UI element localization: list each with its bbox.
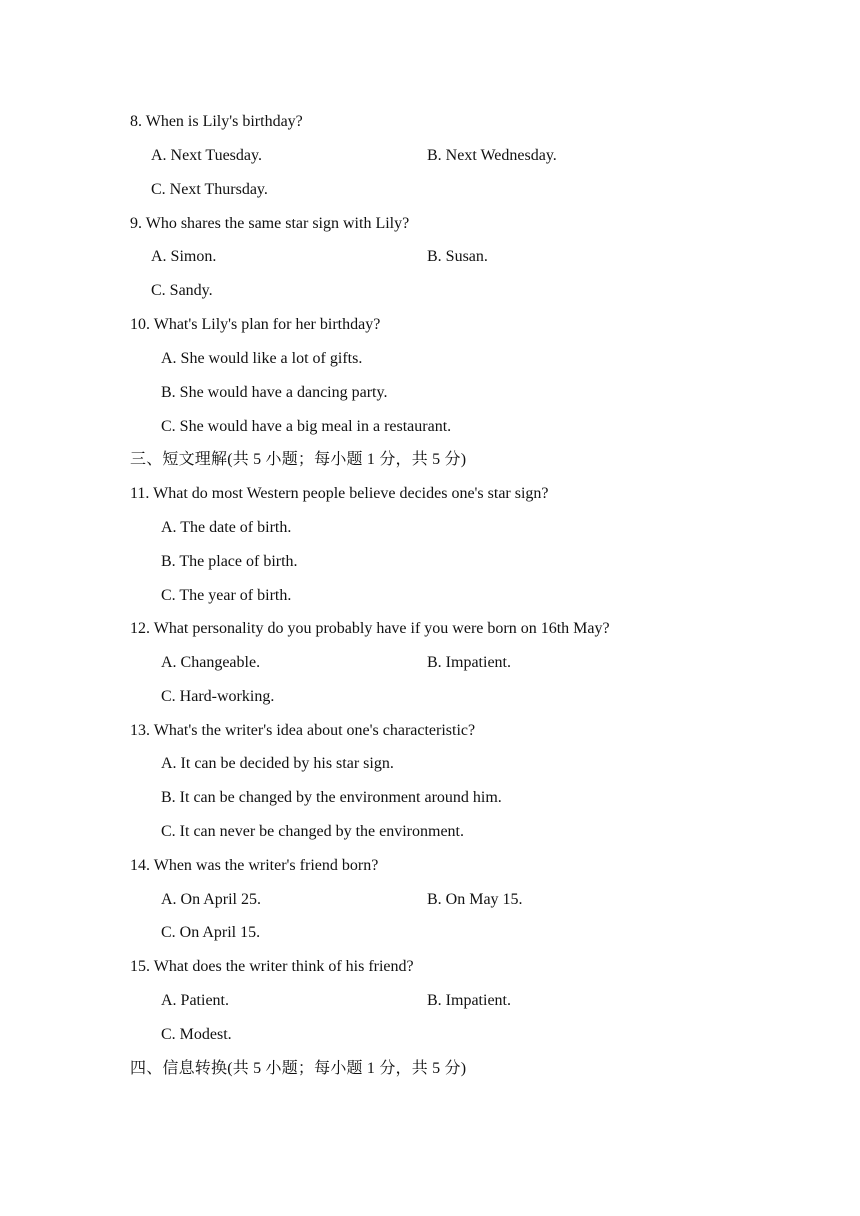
q15-option-c: C. Modest. [161,1026,232,1043]
question-15: 15. What does the writer think of his friend? [130,958,414,975]
q11-option-c: C. The year of birth. [161,587,292,604]
section-4-heading: 四、信息转换(共 5 小题；每小题 1 分，共 5 分) [130,1060,467,1077]
q13-option-a: A. It can be decided by his star sign. [161,755,394,772]
q15-option-a: A. Patient. [161,992,229,1009]
question-8: 8. When is Lily's birthday? [130,113,303,130]
q9-option-a: A. Simon. [151,248,217,265]
section-3-heading: 三、短文理解(共 5 小题；每小题 1 分，共 5 分) [130,451,467,468]
q14-option-a: A. On April 25. [161,891,261,908]
question-11: 11. What do most Western people believe decides one's star sign? [130,485,549,502]
question-10: 10. What's Lily's plan for her birthday? [130,316,381,333]
q12-option-b: B. Impatient. [427,654,511,671]
q8-option-a: A. Next Tuesday. [151,147,262,164]
q10-option-c: C. She would have a big meal in a restaurant. [161,418,452,435]
q12-option-a: A. Changeable. [161,654,261,671]
q13-option-c: C. It can never be changed by the environment. [161,823,464,840]
q15-option-b: B. Impatient. [427,992,511,1009]
question-13: 13. What's the writer's idea about one's characteristic? [130,722,476,739]
question-14: 14. When was the writer's friend born? [130,857,379,874]
q11-option-a: A. The date of birth. [161,519,292,536]
q11-option-b: B. The place of birth. [161,553,298,570]
question-9: 9. Who shares the same star sign with Lily? [130,215,410,232]
q14-option-c: C. On April 15. [161,924,261,941]
q9-option-c: C. Sandy. [151,282,213,299]
q8-option-b: B. Next Wednesday. [427,147,557,164]
q10-option-a: A. She would like a lot of gifts. [161,350,363,367]
q12-option-c: C. Hard-working. [161,688,275,705]
q9-option-b: B. Susan. [427,248,488,265]
q13-option-b: B. It can be changed by the environment around him. [161,789,502,806]
q14-option-b: B. On May 15. [427,891,523,908]
question-12: 12. What personality do you probably have if you were born on 16th May? [130,620,610,637]
q10-option-b: B. She would have a dancing party. [161,384,388,401]
q8-option-c: C. Next Thursday. [151,181,268,198]
